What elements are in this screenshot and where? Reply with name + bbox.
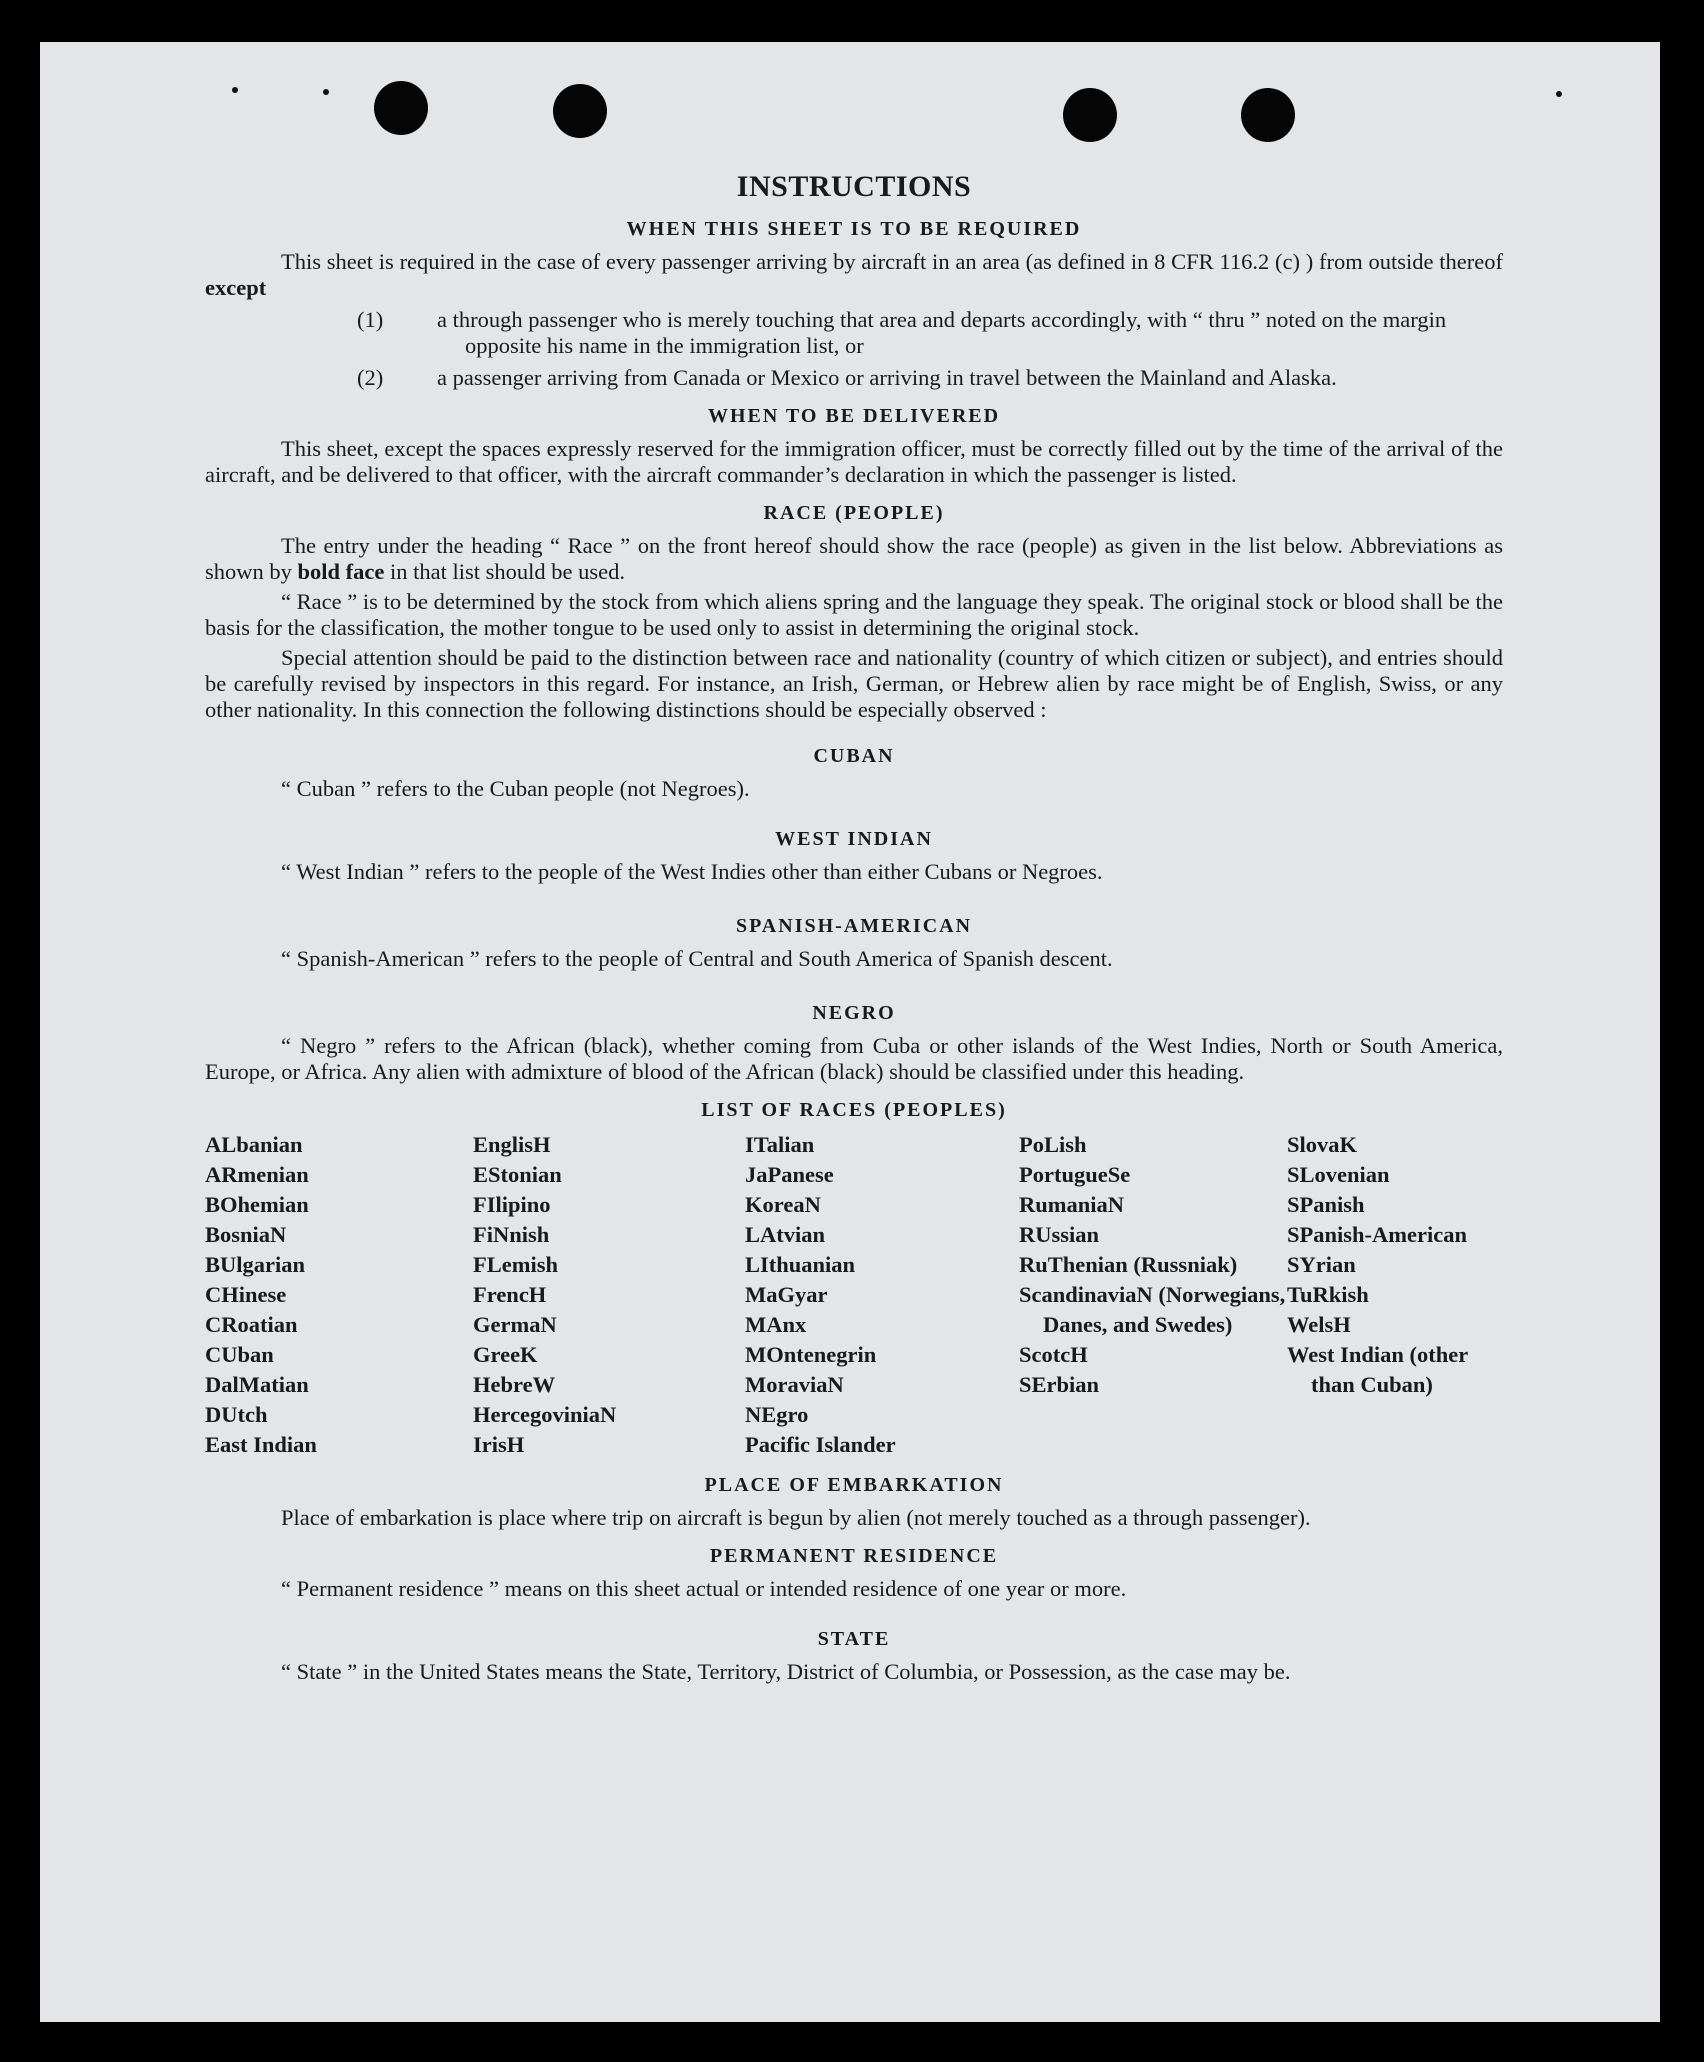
race-entry: SErbian — [1019, 1372, 1100, 1397]
punch-hole — [1063, 88, 1117, 142]
paragraph: Place of embarkation is place where trip on aircraft is begun by alien (not merely touched as a through passenger). — [281, 1505, 1311, 1530]
race-entry: MAnx — [745, 1312, 807, 1337]
section-heading: WEST INDIAN — [775, 828, 933, 850]
race-column — [205, 1130, 473, 1460]
definition: “ Cuban ” refers to the Cuban people (not Negroes). — [281, 776, 750, 801]
race-entry: FLemish — [473, 1252, 559, 1277]
race-entry: East Indian — [205, 1432, 317, 1457]
race-entry: GermaN — [473, 1312, 557, 1337]
race-entry: PortugueSe — [1019, 1162, 1131, 1187]
race-column — [1019, 1130, 1287, 1460]
section-heading: PLACE OF EMBARKATION — [704, 1474, 1004, 1496]
race-entry: DUtch — [205, 1402, 268, 1427]
race-entry: SlovaK — [1287, 1132, 1358, 1157]
section-heading: STATE — [817, 1628, 891, 1650]
paragraph: This sheet is required in the case of every passenger arriving by aircraft in an area (as defined in 8 CFR 116.2 (c) ) from outside thereof except — [205, 249, 1503, 300]
race-entry: LIthuanian — [745, 1252, 856, 1277]
race-entry: TuRkish — [1287, 1282, 1369, 1307]
race-entry: RuThenian (Russniak) — [1019, 1252, 1238, 1277]
punch-hole — [1241, 88, 1295, 142]
paragraph: “ State ” in the United States means the State, Territory, District of Columbia, or Possession, as the case may be. — [281, 1659, 1291, 1684]
race-entry: SLovenian — [1287, 1162, 1390, 1187]
document-sheet — [40, 42, 1660, 2022]
section-heading: SPANISH-AMERICAN — [735, 915, 973, 937]
race-entry: ScotcH — [1019, 1342, 1088, 1367]
race-column — [473, 1130, 745, 1460]
race-entry: FrencH — [473, 1282, 547, 1307]
speck — [232, 87, 238, 93]
section-heading: CUBAN — [813, 745, 895, 767]
race-entry: SPanish — [1287, 1192, 1365, 1217]
race-entry: HebreW — [473, 1372, 556, 1397]
punch-hole — [374, 81, 428, 135]
race-entry: EStonian — [473, 1162, 562, 1187]
race-entry: ALbanian — [205, 1132, 303, 1157]
speck — [323, 89, 329, 95]
section-heading: LIST OF RACES (PEOPLES) — [701, 1099, 1007, 1121]
race-entry: BosniaN — [205, 1222, 287, 1247]
race-entry: FIlipino — [473, 1192, 551, 1217]
race-entry: CUban — [205, 1342, 274, 1367]
race-entry: MOntenegrin — [745, 1342, 877, 1367]
race-entry: ARmenian — [205, 1162, 309, 1187]
definition: “ Spanish-American ” refers to the people of Central and South America of Spanish descent. — [281, 946, 1113, 971]
punch-hole — [553, 84, 607, 138]
race-entry: West Indian (other than Cuban) — [1287, 1342, 1468, 1397]
race-entry: RumaniaN — [1019, 1192, 1125, 1217]
race-entry: HercegoviniaN — [473, 1402, 617, 1427]
section-heading: PERMANENT RESIDENCE — [709, 1545, 999, 1567]
race-entry: NEgro — [745, 1402, 809, 1427]
race-column — [1287, 1130, 1503, 1460]
race-entry: MoraviaN — [745, 1372, 844, 1397]
section-heading: NEGRO — [812, 1002, 896, 1024]
speck — [1556, 91, 1562, 97]
race-entry: ScandinaviaN (Norwegians, Danes, and Swedes) — [1019, 1282, 1286, 1337]
race-entry: EnglisH — [473, 1132, 551, 1157]
race-entry: GreeK — [473, 1342, 538, 1367]
page-title: INSTRUCTIONS — [736, 170, 972, 203]
definition: “ West Indian ” refers to the people of the West Indies other than either Cubans or Negroes. — [281, 859, 1103, 884]
section-heading: RACE (PEOPLE) — [763, 502, 945, 524]
definition: “ Negro ” refers to the African (black), whether coming from Cuba or other islands of the West Indies, North or South America, Europe, or Africa. Any alien with admixture of blood of the African (black) should be classified under this heading. — [205, 1033, 1503, 1084]
race-entry: BUlgarian — [205, 1252, 306, 1277]
race-entry: FiNnish — [473, 1222, 550, 1247]
race-entry: PoLish — [1019, 1132, 1087, 1157]
race-entry: MaGyar — [745, 1282, 828, 1307]
race-entry: CHinese — [205, 1282, 287, 1307]
race-entry: KoreaN — [745, 1192, 821, 1217]
race-list — [205, 1130, 1503, 1460]
condition-item: (2) a passenger arriving from Canada or Mexico or arriving in travel between the Mainland and Alaska. — [357, 365, 1337, 390]
section-heading: WHEN THIS SHEET IS TO BE REQUIRED — [626, 218, 1082, 240]
race-entry: DalMatian — [205, 1372, 309, 1397]
race-entry: LAtvian — [745, 1222, 826, 1247]
race-entry: WelsH — [1287, 1312, 1351, 1337]
race-entry: BOhemian — [205, 1192, 309, 1217]
definition: “ Permanent residence ” means on this sheet actual or intended residence of one year or more. — [281, 1576, 1127, 1601]
paragraph: The entry under the heading “ Race ” on the front hereof should show the race (people) as given in the list below. Abbreviations as shown by bold face in that list should be used. — [205, 533, 1503, 584]
race-entry: CRoatian — [205, 1312, 298, 1337]
paragraph: This sheet, except the spaces expressly reserved for the immigration officer, must be correctly filled out by the time of the arrival of the aircraft, and be delivered to that officer, with the aircraft commander’s declaration in which the passenger is listed. — [205, 436, 1503, 487]
race-entry: SPanish-American — [1287, 1222, 1467, 1247]
race-entry: SYrian — [1287, 1252, 1356, 1277]
race-entry: JaPanese — [745, 1162, 834, 1187]
race-entry: RUssian — [1019, 1222, 1100, 1247]
race-entry: ITalian — [745, 1132, 815, 1157]
race-entry: Pacific Islander — [745, 1432, 896, 1457]
instructions-content — [205, 170, 1503, 1685]
condition-item: (1) a through passenger who is merely touching that area and departs accordingly, with “ thru ” noted on the margin opposite his name in the immigration list, or — [357, 307, 1447, 358]
race-column — [745, 1130, 1019, 1460]
paragraph: Special attention should be paid to the distinction between race and nationality (country of which citizen or subject), and entries should be carefully revised by inspectors in this regard. For instance, an Irish, German, or Hebrew alien by race might be of English, Swiss, or any other nationality. In this connection the following distinctions should be especially observed : — [205, 645, 1503, 722]
paragraph: “ Race ” is to be determined by the stock from which aliens spring and the language they speak. The original stock or blood shall be the basis for the classification, the mother tongue to be used only to assist in determining the original stock. — [205, 589, 1503, 640]
section-heading: WHEN TO BE DELIVERED — [707, 405, 1001, 427]
race-entry: IrisH — [473, 1432, 525, 1457]
